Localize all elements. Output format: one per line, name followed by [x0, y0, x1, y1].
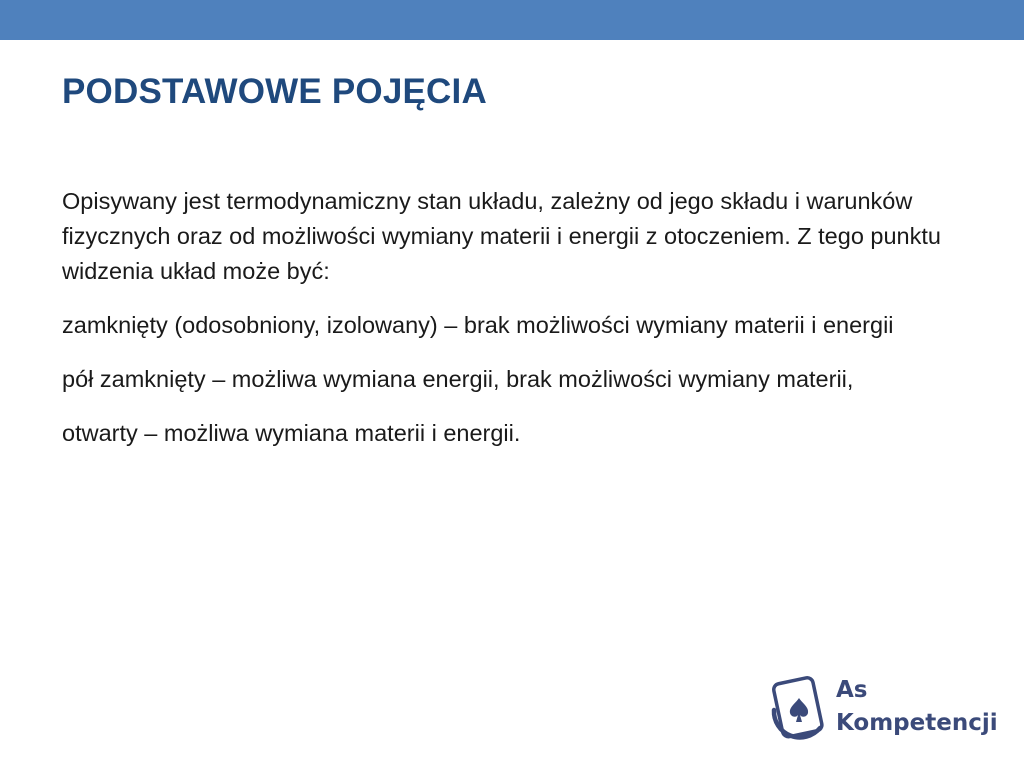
spade-card-icon — [768, 672, 830, 744]
as-kompetencji-logo — [768, 672, 1000, 748]
top-accent-bar — [0, 0, 1024, 40]
logo-line-2: Kompetencji — [836, 710, 998, 736]
paragraph-intro: Opisywany jest termodynamiczny stan układu, zależny od jego składu i warunków fizycznych oraz od możliwości wymiany materii i energii z otoczeniem. Z tego punktu widzenia układ może być: — [62, 188, 941, 284]
paragraph-open-system: otwarty – możliwa wymiana materii i energii. — [62, 420, 521, 446]
paragraph-closed-system: zamknięty (odosobniony, izolowany) – brak możliwości wymiany materii i energii — [62, 312, 894, 338]
logo-wordmark — [836, 674, 998, 740]
paragraph-semi-closed-system: pół zamknięty – możliwa wymiana energii, brak możliwości wymiany materii, — [62, 366, 854, 392]
slide-title: PODSTAWOWE POJĘCIA — [62, 72, 487, 111]
slide-body — [62, 184, 972, 470]
logo-line-1: As — [836, 677, 868, 703]
